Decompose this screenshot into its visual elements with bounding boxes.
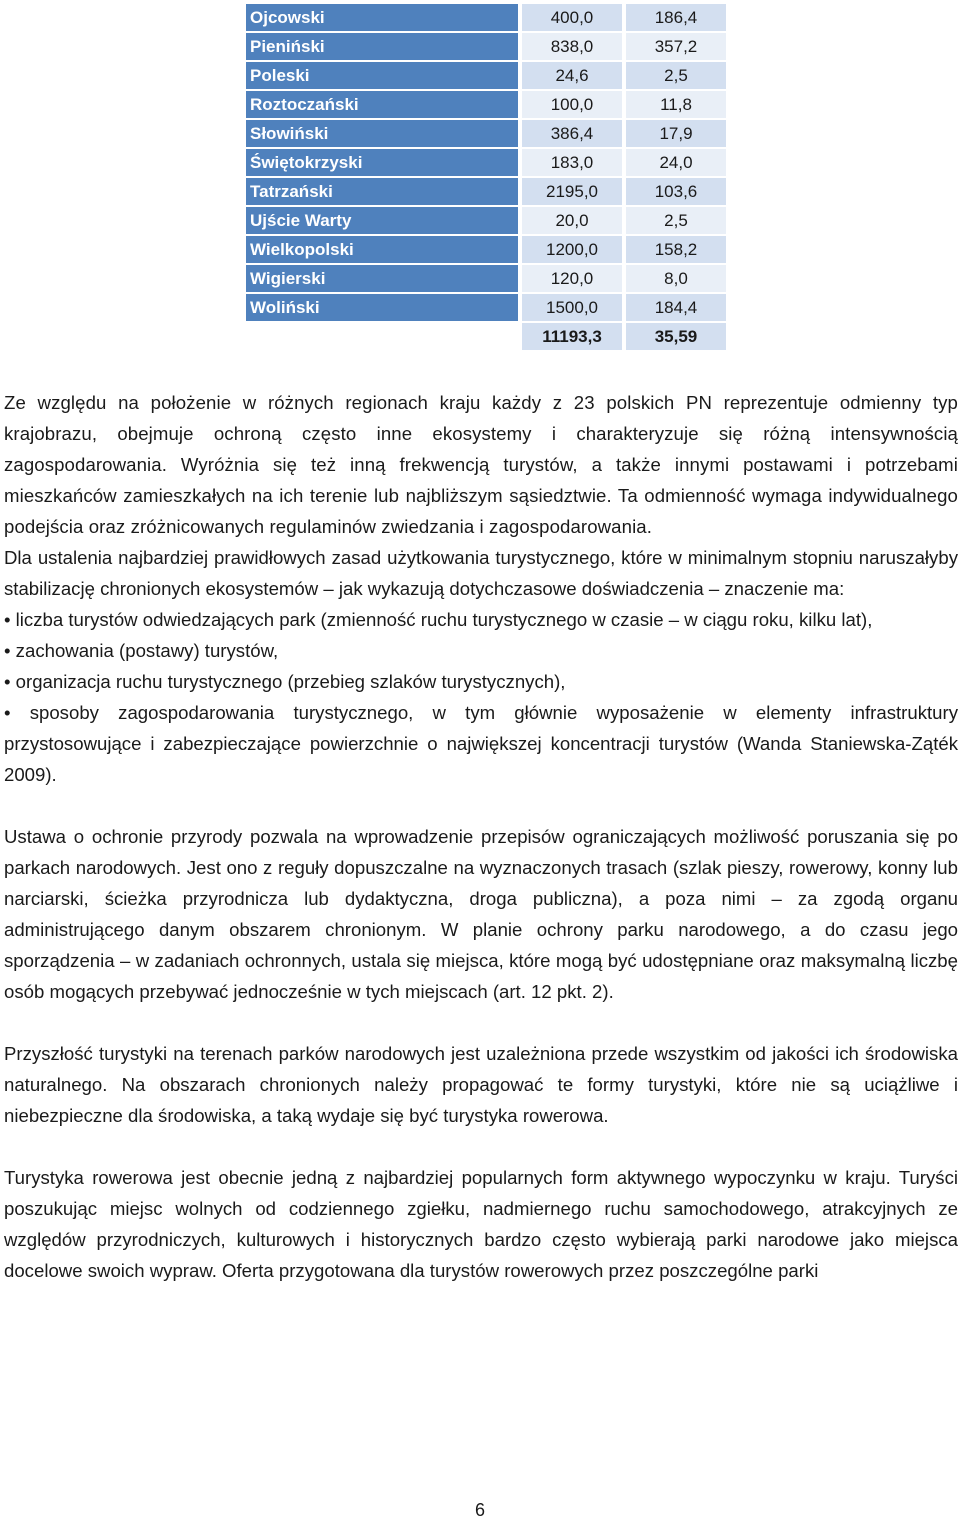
- table-row: [246, 149, 726, 178]
- paragraph: Turystyka rowerowa jest obecnie jedną z najbardziej popularnych form aktywnego wypoczynku w kraju. Turyści poszukując miejsc wolnych od codziennego zgiełku, nadmiernego ruchu samochodowego, atrakcyjnych ze względów przyrodniczych, kulturowych i historycznych bardzo często wybierają parki narodowe jako miejsca docelowe swoich wypraw. Oferta przygotowana dla turystów rowerowych przez poszczególne parki: [4, 1167, 958, 1281]
- total-area: 11193,3: [522, 323, 622, 350]
- paragraph: Dla ustalenia najbardziej prawidłowych zasad użytkowania turystycznego, które w minimalnym stopniu naruszałyby stabilizację chronionych ekosystemów – jak wykazują dotychczasowe doświadczenia – znaczenie ma:: [4, 547, 958, 599]
- park-name: Tatrzański: [246, 178, 518, 205]
- bullet-item: • zachowania (postawy) turystów,: [4, 640, 279, 661]
- table-row: [246, 91, 726, 120]
- bullet-item: • liczba turystów odwiedzających park (zmienność ruchu turystycznego w czasie – w ciągu roku, kilku lat),: [4, 609, 873, 630]
- park-density: 17,9: [626, 120, 726, 147]
- park-name: Woliński: [246, 294, 518, 321]
- table-row: [246, 120, 726, 149]
- park-density: 2,5: [626, 62, 726, 89]
- bullet-item: • sposoby zagospodarowania turystycznego, w tym głównie wyposażenie w elementy infrastruktury przystosowujące i zabezpieczające powierzchnie o największej koncentracji turystów (Wanda Staniewska-Ząték 2009).: [4, 702, 958, 785]
- park-area: 183,0: [522, 149, 622, 176]
- park-density: 8,0: [626, 265, 726, 292]
- park-density: 357,2: [626, 33, 726, 60]
- park-name: Ojcowski: [246, 4, 518, 31]
- park-name: Wielkopolski: [246, 236, 518, 263]
- park-area: 400,0: [522, 4, 622, 31]
- park-name: Roztoczański: [246, 91, 518, 118]
- national-parks-table: [246, 4, 726, 352]
- park-name: Pieniński: [246, 33, 518, 60]
- table-row: [246, 62, 726, 91]
- park-density: 186,4: [626, 4, 726, 31]
- paragraph: Ze względu na położenie w różnych regionach kraju każdy z 23 polskich PN reprezentuje odmienny typ krajobrazu, obejmuje ochroną często inne ekosystemy i charakteryzuje się różną intensywnością zagospodarowania. Wyróżnia się też inną frekwencją turystów, a także innymi postawami i potrzebami mieszkańców zamieszkałych na ich terenie lub najbliższym sąsiedztwie. Ta odmienność wymaga indywidualnego podejścia oraz zróżnicowanych regulaminów zwiedzania i zagospodarowania.: [4, 392, 958, 537]
- park-name: Wigierski: [246, 265, 518, 292]
- table-row: [246, 33, 726, 62]
- paragraph: Ustawa o ochronie przyrody pozwala na wprowadzenie przepisów ograniczających możliwość poruszania się po parkach narodowych. Jest ono z reguły dopuszczalne na wyznaczonych trasach (szlak pieszy, rowerowy, konny lub narciarski, ścieżka przyrodnicza lub dydaktyczna, droga publiczna), a poza nimi – za zgodą organu administrującego danym obszarem chronionym. W planie ochrony parku narodowego, a do czasu jego sporządzenia – w zadaniach ochronnych, ustala się miejsca, które mogą być udostępniane oraz maksymalną liczbę osób mogących przebywać jednocześnie w tych miejscach (art. 12 pkt. 2).: [4, 826, 958, 1002]
- table-row: [246, 294, 726, 323]
- total-label-cell: [246, 323, 518, 350]
- spacer: [4, 1131, 958, 1162]
- spacer: [4, 790, 958, 821]
- park-area: 100,0: [522, 91, 622, 118]
- park-area: 24,6: [522, 62, 622, 89]
- park-density: 11,8: [626, 91, 726, 118]
- park-name: Słowiński: [246, 120, 518, 147]
- table-row: [246, 4, 726, 33]
- spacer: [4, 1007, 958, 1038]
- park-area: 386,4: [522, 120, 622, 147]
- total-density: 35,59: [626, 323, 726, 350]
- page-number: 6: [474, 1500, 485, 1520]
- paragraph: Przyszłość turystyki na terenach parków narodowych jest uzależniona przede wszystkim od jakości ich środowiska naturalnego. Na obszarach chronionych należy propagować te formy turystyki, które nie są uciążliwe i niebezpieczne dla środowiska, a taką wydaje się być turystyka rowerowa.: [4, 1043, 958, 1126]
- park-area: 1500,0: [522, 294, 622, 321]
- body-text: [4, 387, 958, 1286]
- park-name: Świętokrzyski: [246, 149, 518, 176]
- bullet-item: • organizacja ruchu turystycznego (przebieg szlaków turystycznych),: [4, 671, 566, 692]
- park-area: 120,0: [522, 265, 622, 292]
- park-area: 1200,0: [522, 236, 622, 263]
- park-density: 24,0: [626, 149, 726, 176]
- park-area: 838,0: [522, 33, 622, 60]
- table-row: [246, 207, 726, 236]
- park-density: 158,2: [626, 236, 726, 263]
- park-density: 184,4: [626, 294, 726, 321]
- park-area: 20,0: [522, 207, 622, 234]
- park-area: 2195,0: [522, 178, 622, 205]
- park-density: 103,6: [626, 178, 726, 205]
- table-row: [246, 265, 726, 294]
- table-total-row: [246, 323, 726, 352]
- table-row: [246, 178, 726, 207]
- park-density: 2,5: [626, 207, 726, 234]
- park-name: Poleski: [246, 62, 518, 89]
- table-row: [246, 236, 726, 265]
- park-name: Ujście Warty: [246, 207, 518, 234]
